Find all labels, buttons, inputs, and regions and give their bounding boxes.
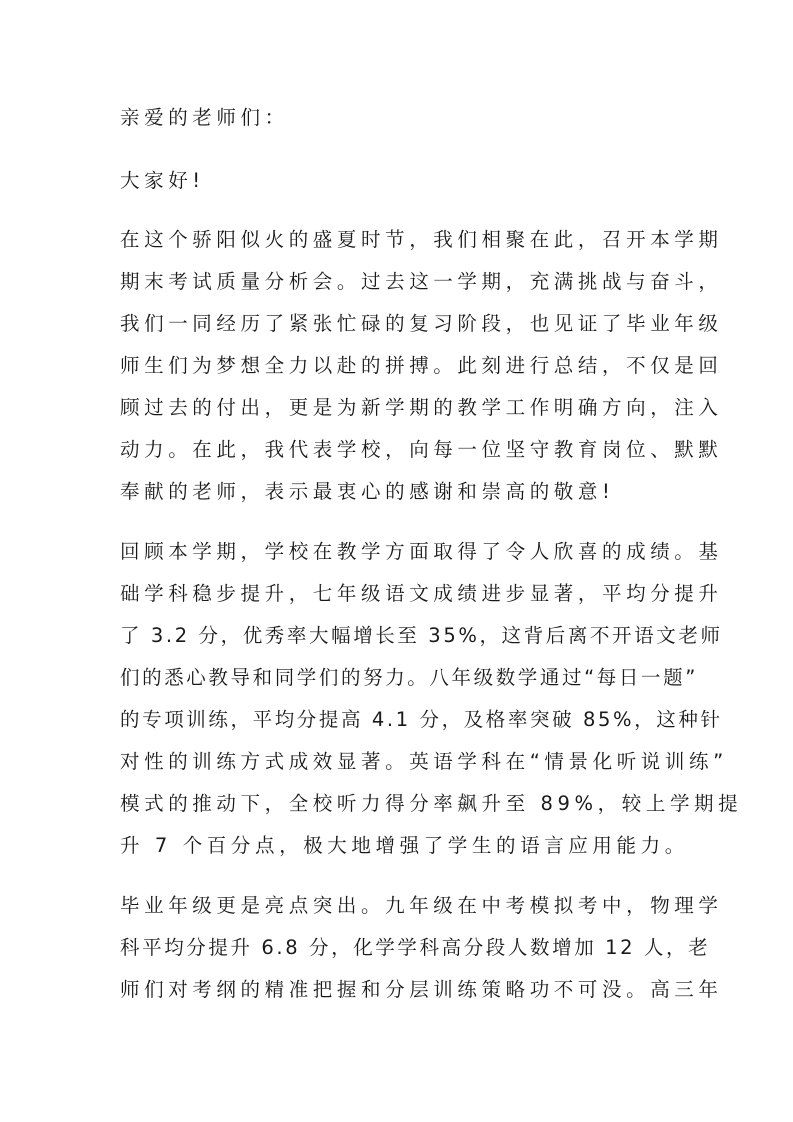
paragraph-line: 们的悉心教导和同学们的努力。八年级数学通过“每日一题”: [120, 666, 698, 689]
greeting: 大家好!: [120, 169, 205, 192]
paragraph-line: 对性的训练方式成效显著。英语学科在“情景化听说训练”: [120, 750, 728, 773]
paragraph-line: 我们一同经历了紧张忙碌的复习阶段，也见证了毕业年级: [120, 312, 723, 335]
paragraph-line: 了 3.2 分，优秀率大幅增长至 35%，这背后离不开语文老师: [120, 624, 723, 647]
paragraph-opening: [120, 225, 723, 519]
paragraph-line: 期末考试质量分析会。过去这一学期，充满挑战与奋斗，: [120, 270, 723, 293]
salutation: 亲爱的老师们：: [120, 106, 289, 129]
paragraph-line: 升 7 个百分点，极大地增强了学生的语言应用能力。: [120, 834, 689, 857]
paragraph-line: 毕业年级更是亮点突出。九年级在中考模拟考中，物理学: [120, 894, 723, 917]
paragraph-review: [120, 537, 743, 873]
paragraph-line: 奉献的老师，表示最衷心的感谢和崇高的敬意!: [120, 480, 615, 503]
paragraph-line: 的专项训练，平均分提高 4.1 分，及格率突破 85%，这种针: [120, 708, 723, 731]
document-page: [120, 103, 743, 1017]
paragraph-line: 师们对考纲的精准把握和分层训练策略功不可没。高三年: [120, 978, 723, 1001]
paragraph-line: 模式的推动下，全校听力得分率飙升至 89%，较上学期提: [120, 792, 743, 815]
paragraph-line: 础学科稳步提升，七年级语文成绩进步显著，平均分提升: [120, 582, 723, 605]
paragraph-line: 师生们为梦想全力以赴的拼搏。此刻进行总结，不仅是回: [120, 354, 723, 377]
paragraph-line: 在这个骄阳似火的盛夏时节，我们相聚在此，召开本学期: [120, 228, 723, 251]
paragraph-line: 动力。在此，我代表学校，向每一位坚守教育岗位、默默: [120, 438, 723, 461]
paragraph-graduating: [120, 891, 723, 1017]
paragraph-line: 顾过去的付出，更是为新学期的教学工作明确方向，注入: [120, 396, 723, 419]
paragraph-line: 科平均分提升 6.8 分，化学学科高分段人数增加 12 人，老: [120, 936, 711, 959]
paragraph-line: 回顾本学期，学校在教学方面取得了令人欣喜的成绩。基: [120, 540, 723, 563]
